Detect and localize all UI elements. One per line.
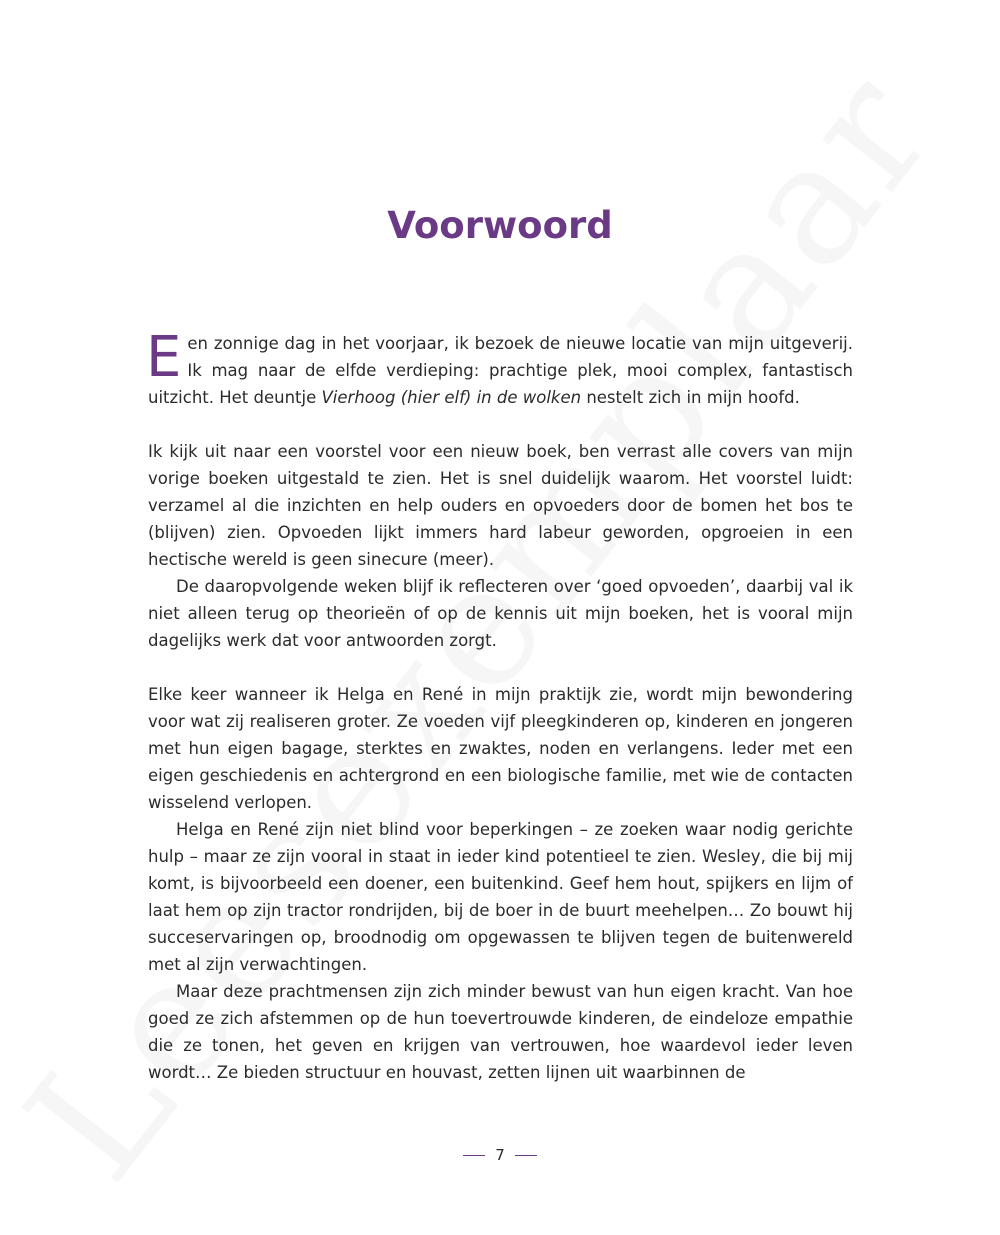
footer-dash-right: [515, 1155, 537, 1157]
paragraph-1-text-b: nestelt zich in mijn hoofd.: [581, 388, 800, 407]
paragraph-6: Maar deze prachtmensen zijn zich minder bewust van hun eigen kracht. Van hoe goed ze zich afstemmen op de hun toevertrouwde kinderen, de eindeloze empathie die ze tonen, het geven en krijgen van vertrouwen, hoe waardevol ieder leven wordt… Ze bieden structuur en houvast, zetten lijnen uit waarbinnen de: [148, 982, 853, 1082]
paragraph-4: Elke keer wanneer ik Helga en René in mijn praktijk zie, wordt mijn bewondering voor wat zij realiseren groter. Ze voeden vijf pleegkinderen op, kinderen en jongeren met hun eigen bagage, sterktes en zwaktes, noden en verlangens. Ieder met een eigen geschiedenis en achtergrond en een biologische familie, met wie de contacten wisselend verlopen.: [148, 685, 853, 812]
page-footer: [0, 1146, 1000, 1164]
paragraph-1-italic: Vierhoog (hier elf) in de wolken: [321, 388, 582, 407]
paragraph-1: [146, 325, 853, 411]
paragraph-3: De daaropvolgende weken blijf ik reflecteren over ‘goed opvoeden’, daarbij val ik niet alleen terug op theorieën of op de kennis uit mijn boeken, het is vooral mijn dagelijks werk dat voor antwoorden zorgt.: [148, 577, 853, 650]
paragraph-1-text-a: en zonnige dag in het voorjaar, ik bezoek de nieuwe locatie van mijn uitgeverij. Ik mag naar de elfde verdieping: prachtige plek, mooi complex, fantastisch uitzicht. Het deuntje: [148, 334, 853, 407]
footer-dash-left: [463, 1155, 485, 1157]
body-text: [146, 325, 853, 1086]
page-title: Voorwoord: [387, 204, 613, 247]
drop-cap: E: [146, 325, 182, 390]
paragraph-2: Ik kijk uit naar een voorstel voor een nieuw boek, ben verrast alle covers van mijn vorige boeken uitgestald te zien. Het is snel duidelijk waarom. Het voorstel luidt: verzamel al die inzichten en help ouders en opvoeders door de bomen het bos te (blijven) zien. Opvoeden lijkt immers hard labeur geworden, opgroeien in een hectische wereld is geen sinecure (meer).: [148, 442, 853, 569]
paragraph-5: Helga en René zijn niet blind voor beperkingen – ze zoeken waar nodig gerichte hulp – maar ze zijn vooral in staat in ieder kind potentieel te zien. Wesley, die bij mij komt, is bijvoorbeeld een doener, een buitenkind. Geef hem hout, spijkers en lijm of laat hem op zijn tractor rondrijden, bij de boer in de buurt meehelpen… Zo bouwt hij succeservaringen op, broodnodig om opgewassen te blijven tegen de buitenwereld met al zijn verwachtingen.: [148, 820, 853, 974]
page-number: 7: [495, 1146, 505, 1164]
